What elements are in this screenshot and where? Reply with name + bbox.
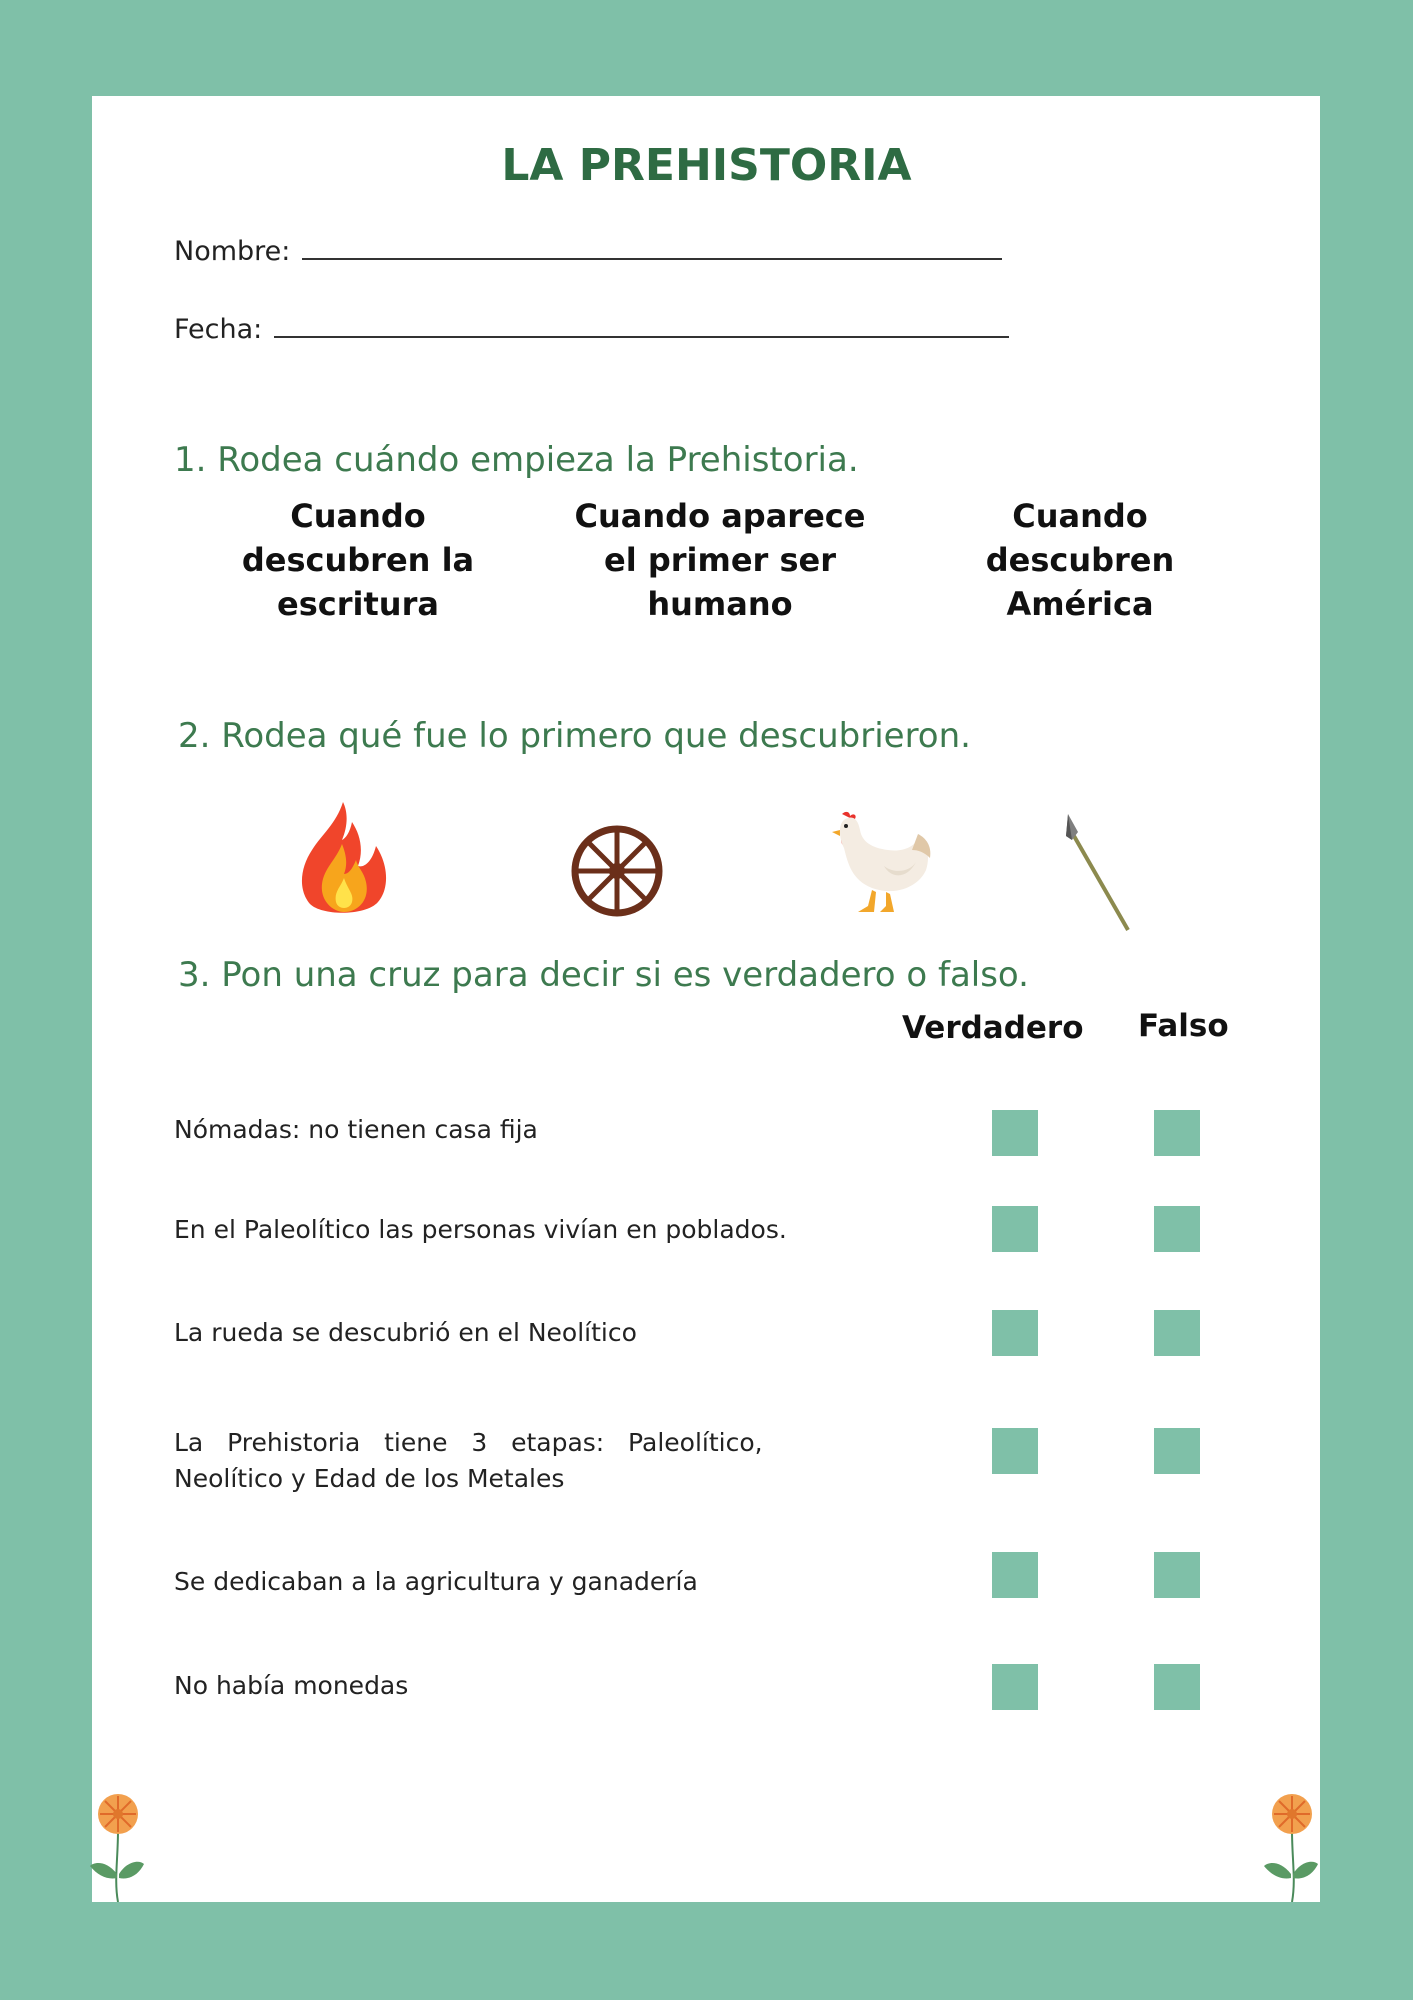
q1-option-1-line: escritura — [277, 585, 439, 623]
q1-option-3-line: Cuando — [1012, 497, 1148, 535]
false-checkbox[interactable] — [1154, 1206, 1200, 1252]
false-column-header: Falso — [1138, 1008, 1229, 1044]
statement-text: Neolítico y Edad de los Metales — [174, 1464, 565, 1493]
name-field[interactable] — [174, 236, 1002, 267]
q1-option-3-line: descubren — [985, 541, 1175, 579]
q1-option-3-line: América — [1006, 585, 1154, 623]
q1-option-2-line: humano — [647, 585, 793, 623]
question-1: 1. Rodea cuándo empieza la Prehistoria. — [174, 440, 859, 480]
q1-option-3[interactable] — [960, 494, 1200, 626]
false-checkbox[interactable] — [1154, 1310, 1200, 1356]
statement — [174, 1425, 763, 1497]
worksheet-page — [92, 96, 1320, 1902]
true-checkbox[interactable] — [992, 1110, 1038, 1156]
true-checkbox[interactable] — [992, 1664, 1038, 1710]
q1-option-2[interactable] — [560, 494, 880, 626]
spear-icon[interactable] — [1062, 812, 1132, 932]
page-title: LA PREHISTORIA — [501, 140, 912, 191]
chicken-icon[interactable] — [832, 808, 936, 918]
q1-option-1[interactable] — [228, 494, 488, 626]
statement — [174, 1564, 698, 1600]
name-label: Nombre: — [174, 236, 291, 267]
flower-icon — [1262, 1790, 1322, 1902]
true-checkbox[interactable] — [992, 1206, 1038, 1252]
date-field[interactable] — [174, 314, 1009, 345]
statement-text: No había monedas — [174, 1671, 409, 1700]
q1-option-1-line: descubren la — [241, 541, 475, 579]
statement-text: En el Paleolítico las personas vivían en poblados. — [174, 1215, 787, 1244]
question-3: 3. Pon una cruz para decir si es verdadero o falso. — [178, 955, 1029, 995]
question-2: 2. Rodea qué fue lo primero que descubrieron. — [178, 716, 971, 756]
statement-text: Nómadas: no tienen casa fija — [174, 1115, 538, 1144]
false-checkbox[interactable] — [1154, 1110, 1200, 1156]
q1-option-2-line: Cuando aparece — [574, 497, 866, 535]
statement-text: La rueda se descubrió en el Neolítico — [174, 1318, 637, 1347]
date-label: Fecha: — [174, 314, 263, 345]
true-checkbox[interactable] — [992, 1552, 1038, 1598]
fire-icon[interactable] — [296, 798, 390, 916]
true-checkbox[interactable] — [992, 1310, 1038, 1356]
statement — [174, 1315, 637, 1351]
statement — [174, 1668, 408, 1704]
flower-icon — [88, 1790, 148, 1902]
q1-option-2-line: el primer ser — [604, 541, 836, 579]
name-line[interactable] — [302, 238, 1002, 260]
false-checkbox[interactable] — [1154, 1664, 1200, 1710]
statement-text: Se dedicaban a la agricultura y ganadería — [174, 1567, 698, 1596]
statement — [174, 1112, 538, 1148]
q1-option-1-line: Cuando — [290, 497, 426, 535]
true-checkbox[interactable] — [992, 1428, 1038, 1474]
false-checkbox[interactable] — [1154, 1552, 1200, 1598]
wheel-icon[interactable] — [568, 822, 666, 920]
false-checkbox[interactable] — [1154, 1428, 1200, 1474]
date-line[interactable] — [274, 316, 1009, 338]
true-column-header: Verdadero — [902, 1010, 1084, 1046]
statement — [174, 1212, 787, 1248]
statement-text: La Prehistoria tiene 3 etapas: Paleolítico, — [174, 1428, 763, 1457]
